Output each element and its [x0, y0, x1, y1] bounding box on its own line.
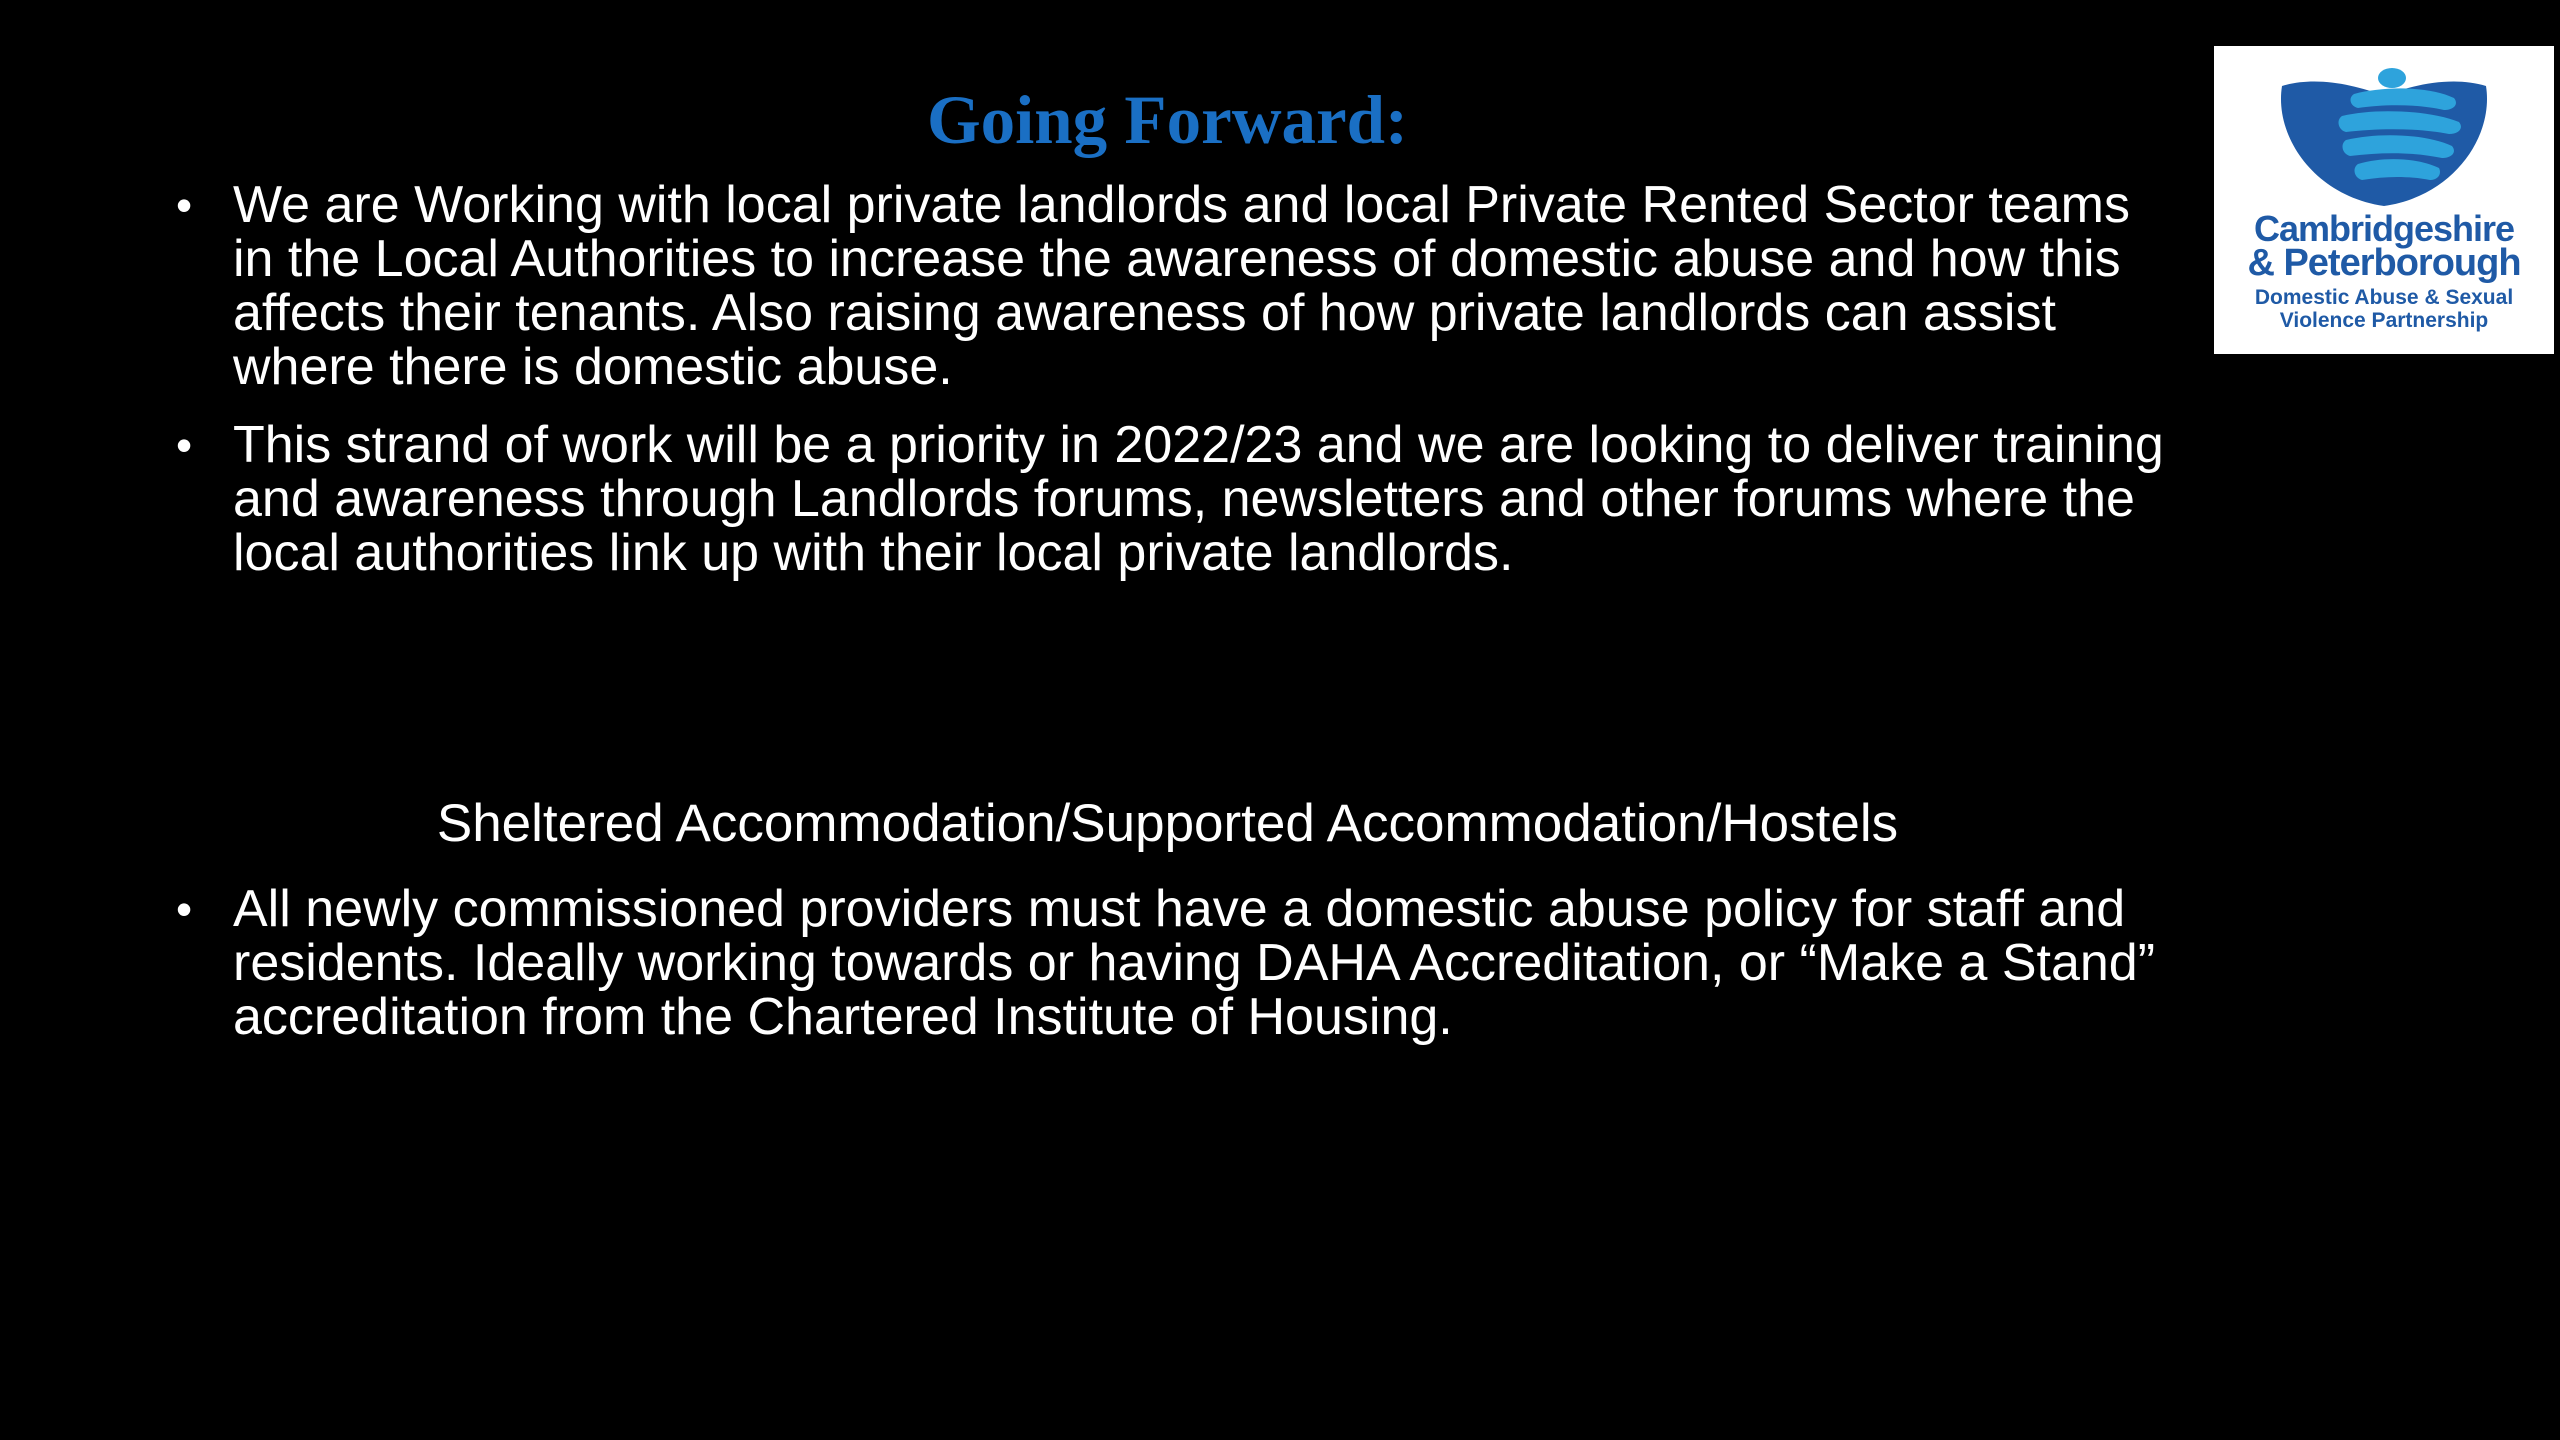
section-heading: Sheltered Accommodation/Supported Accommodation/Hostels [436, 794, 1899, 853]
logo-subtitle-line-1: Domestic Abuse & Sexual [2254, 286, 2514, 309]
bullet-marker: • [176, 419, 193, 471]
bullet-text: We are Working with local private landlords and local Private Rented Sector teams in the Local Authorities to increase the awareness of domestic abuse and how this affects their tenants. Also raising awareness of how private landlords can assist where there is domestic abuse. [233, 176, 2130, 396]
bullet-text: This strand of work will be a priority in 2022/23 and we are looking to deliver training and awareness through Landlords forums, newsletters and other forums where the local authorities link up with their local private landlords. [233, 416, 2164, 582]
bullet-marker: • [176, 883, 193, 935]
partnership-logo [2214, 46, 2554, 354]
bullet-marker: • [176, 179, 193, 231]
bullet-item [176, 882, 2176, 1044]
bullet-list-bottom [176, 882, 2176, 1068]
bullet-item [176, 178, 2176, 394]
bullet-item [176, 418, 2176, 580]
slide-title: Going Forward: [926, 82, 1409, 158]
logo-name-line-1: Cambridgeshire [2253, 208, 2515, 249]
logo-name-line-2: & Peterborough [2247, 242, 2521, 284]
bullet-list-top [176, 178, 2176, 604]
bullet-text: All newly commissioned providers must have a domestic abuse policy for staff and residents. Ideally working towards or having DAHA Accreditation, or “Make a Stand” accreditation from the Chartered Institute of Housing. [233, 880, 2156, 1046]
logo-subtitle-line-2: Violence Partnership [2279, 309, 2489, 332]
